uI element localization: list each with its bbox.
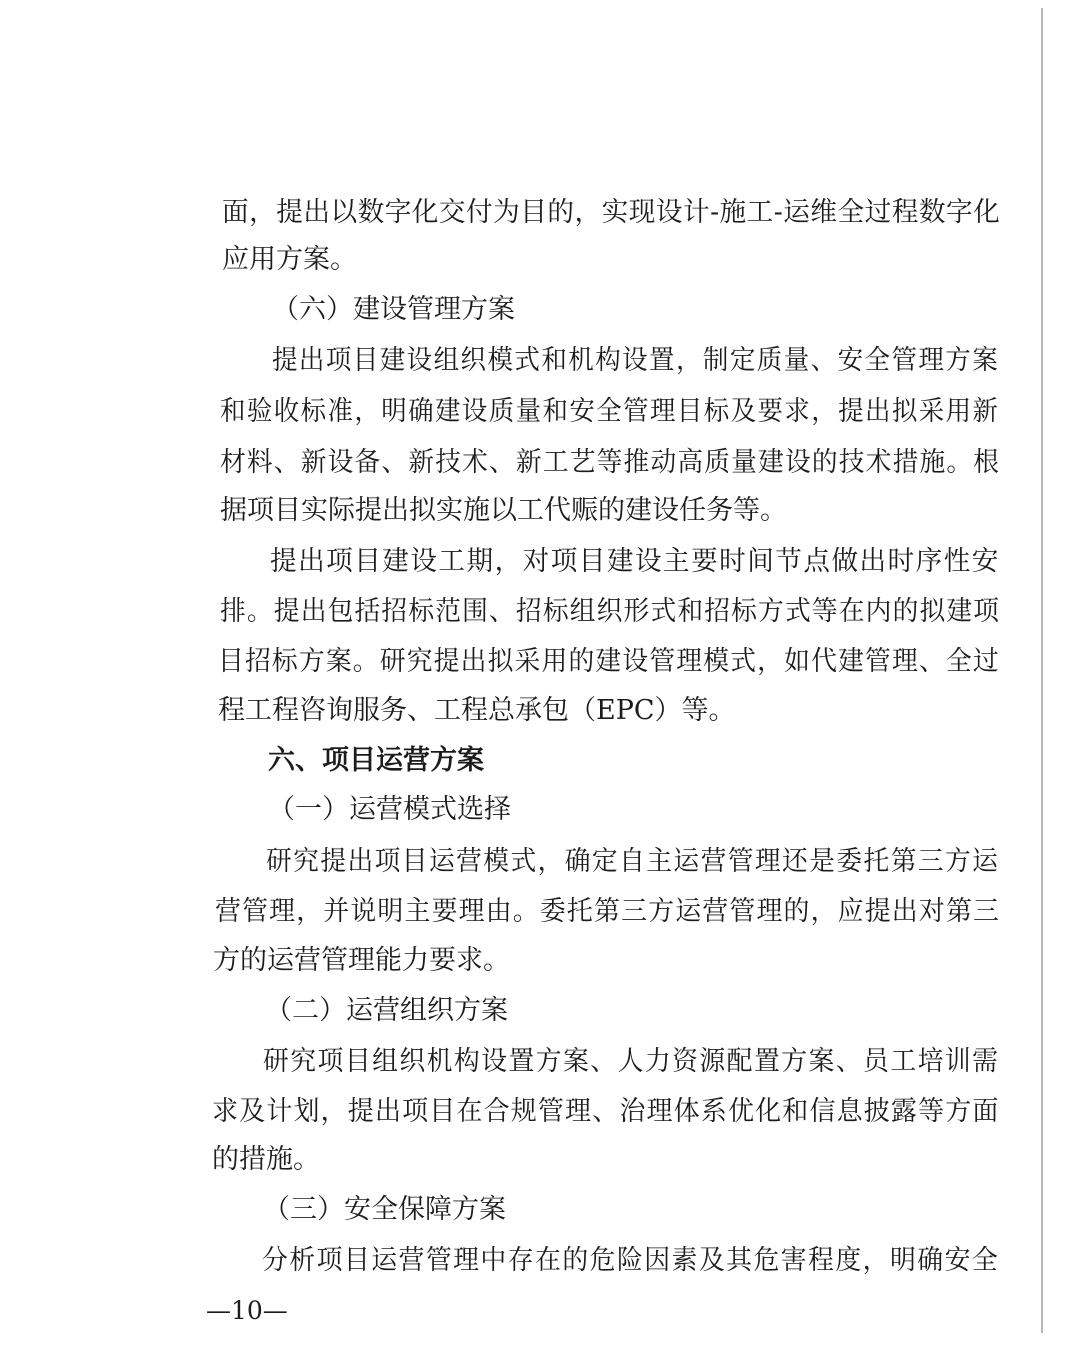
- subsection-heading: （六）建设管理方案: [272, 294, 515, 325]
- body-text-line: 提出项目建设工期，对项目建设主要时间节点做出时序性安: [270, 546, 1000, 577]
- body-text-line: 的措施。: [212, 1144, 320, 1175]
- body-text-line: 方的运营管理能力要求。: [213, 945, 510, 976]
- body-text-line: 分析项目运营管理中存在的危险因素及其危害程度，明确安全: [262, 1245, 1000, 1276]
- body-text-line: 营管理，并说明主要理由。委托第三方运营管理的，应提出对第三: [215, 896, 1001, 927]
- section-heading: 六、项目运营方案: [268, 745, 484, 776]
- body-text-line: 研究项目组织机构设置方案、人力资源配置方案、员工培训需: [263, 1046, 1000, 1077]
- subsection-heading: （一）运营模式选择: [268, 794, 511, 825]
- subsection-heading: （三）安全保障方案: [263, 1194, 506, 1225]
- body-text-line: 排。提出包括招标范围、招标组织形式和招标方式等在内的拟建项: [220, 596, 1001, 627]
- body-text-line: 提出项目建设组织模式和机构设置，制定质量、安全管理方案: [272, 345, 1000, 376]
- body-text-line: 和验收标准，明确建设质量和安全管理目标及要求，提出拟采用新: [220, 396, 1000, 427]
- subsection-heading: （二）运营组织方案: [265, 995, 508, 1026]
- body-text-line: 目招标方案。研究提出拟采用的建设管理模式，如代建管理、全过: [218, 646, 1000, 677]
- body-text-line: 面，提出以数字化交付为目的，实现设计-施工-运维全过程数字化: [222, 197, 1001, 228]
- body-text-line: 材料、新设备、新技术、新工艺等推动高质量建设的技术措施。根: [220, 447, 1001, 478]
- body-text-line: 应用方案。: [222, 244, 357, 275]
- body-text-line: 程工程咨询服务、工程总承包（EPC）等。: [218, 695, 736, 726]
- body-text-line: 据项目实际提出拟实施以工代赈的建设任务等。: [220, 495, 787, 526]
- page-number: —10—: [206, 1296, 288, 1325]
- body-text-line: 求及计划，提出项目在合规管理、治理体系优化和信息披露等方面: [212, 1096, 1000, 1127]
- body-text-line: 研究提出项目运营模式，确定自主运营管理还是委托第三方运: [266, 846, 1000, 877]
